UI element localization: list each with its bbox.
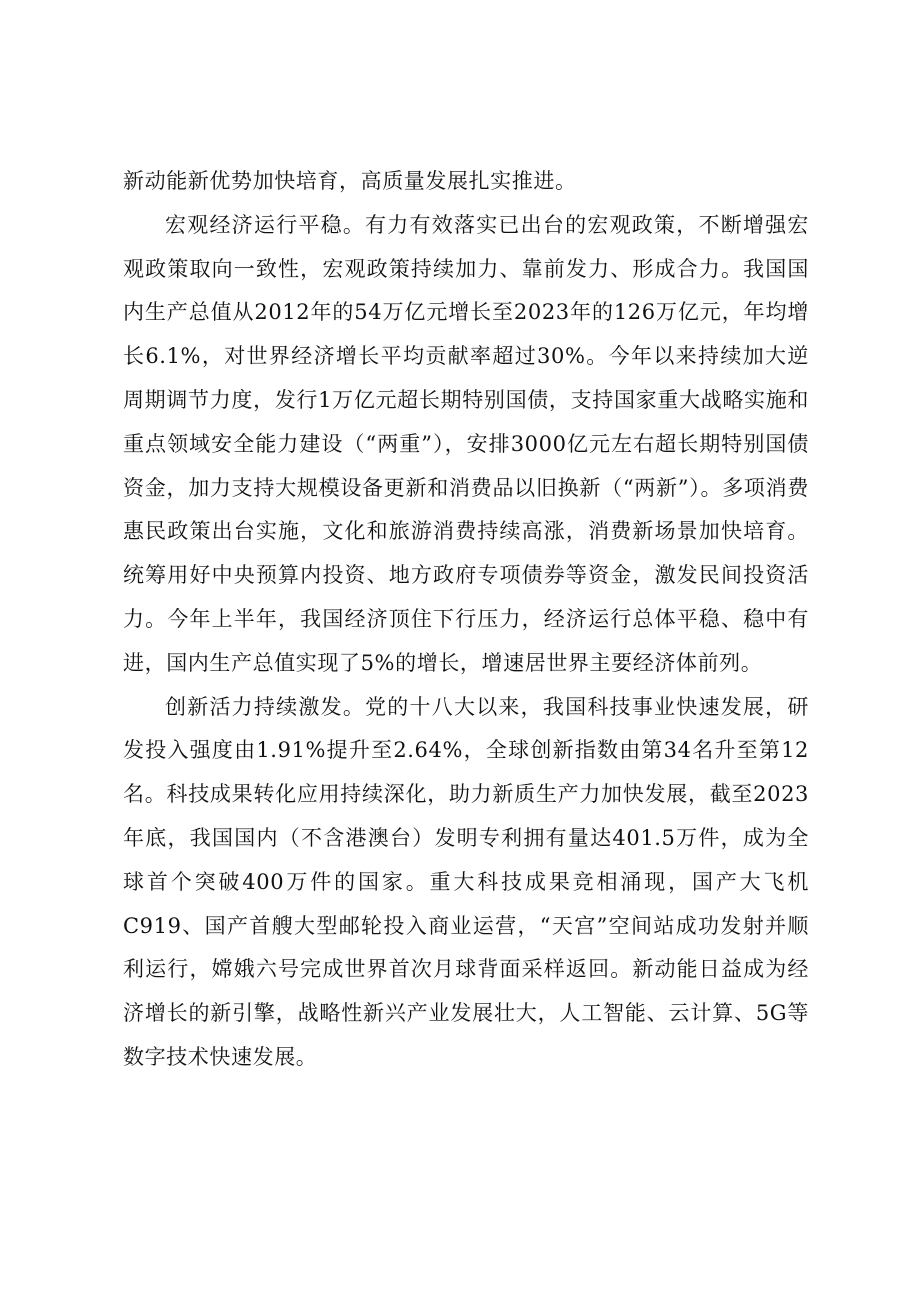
paragraph-continuation: 新动能新优势加快培育，高质量发展扎实推进。 xyxy=(123,169,577,193)
document-body xyxy=(123,160,809,1080)
paragraph-macro-economy: 宏观经济运行平稳。有力有效落实已出台的宏观政策，不断增强宏观政策取向一致性，宏观政策持续加力、靠前发力、形成合力。我国国内生产总值从2012年的54万亿元增长至2023年的126万亿元，年均增长6.1%，对世界经济增长平均贡献率超过30%。今年以来持续加大逆周期调节力度，发行1万亿元超长期特别国债，支持国家重大战略实施和重点领域安全能力建设（“两重”），安排3000亿元左右超长期特别国债资金，加力支持大规模设备更新和消费品以旧换新（“两新”）。多项消费惠民政策出台实施，文化和旅游消费持续高涨，消费新场景加快培育。统筹用好中央预算内投资、地方政府专项债券等资金，激发民间投资活力。今年上半年，我国经济顶住下行压力，经济运行总体平稳、稳中有进，国内生产总值实现了5%的增长，增速居世界主要经济体前列。 xyxy=(123,212,809,675)
paragraph-innovation: 创新活力持续激发。党的十八大以来，我国科技事业快速发展，研发投入强度由1.91%提升至2.64%，全球创新指数由第34名升至第12名。科技成果转化应用持续深化，助力新质生产力加快发展，截至2023年底，我国国内（不含港澳台）发明专利拥有量达401.5万件，成为全球首个突破400万件的国家。重大科技成果竞相涌现，国产大飞机C919、国产首艘大型邮轮投入商业运营，“天宫”空间站成功发射并顺利运行，嫦娥六号完成世界首次月球背面采样返回。新动能日益成为经济增长的新引擎，战略性新兴产业发展壮大，人工智能、云计算、5G等数字技术快速发展。 xyxy=(123,694,809,1069)
